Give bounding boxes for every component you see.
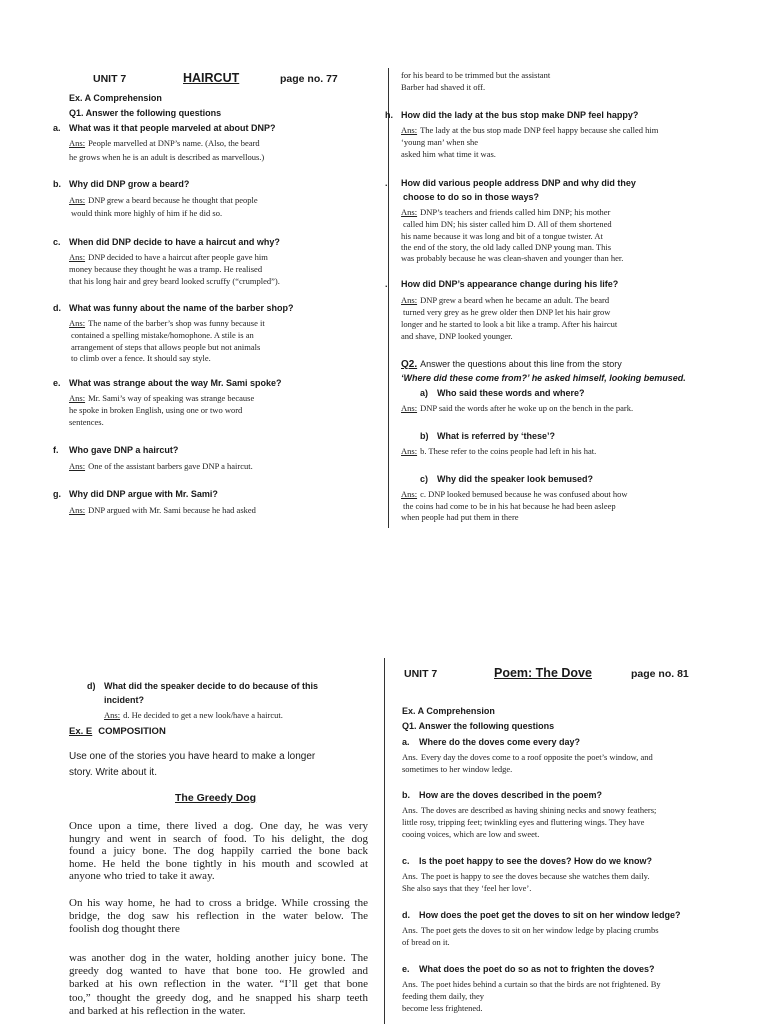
answer-label: Ans: — [401, 295, 418, 305]
question-marker: h. — [385, 110, 393, 120]
answer-line — [401, 402, 633, 414]
answer-label: Ans: — [401, 489, 418, 499]
question — [53, 122, 276, 134]
answer-label: Ans: — [401, 446, 418, 456]
answer-line — [402, 924, 659, 936]
answer-label: Ans: — [69, 461, 86, 471]
question-text: Why did DNP grow a beard? — [69, 179, 190, 189]
answer-label: Ans. — [402, 979, 418, 989]
answer-line: and shave, DNP looked younger. — [401, 331, 513, 341]
answer-text: c. DNP looked bemused because he was confused about how — [420, 489, 628, 499]
question-marker: e. — [402, 964, 410, 974]
question-marker: c. — [53, 237, 61, 247]
question — [53, 302, 294, 314]
question-text: Who said these words and where? — [437, 388, 585, 398]
answer-line — [402, 751, 653, 763]
exercise-title: COMPOSITION — [98, 726, 166, 737]
answer-line: longer and he started to look a bit like a tramp. After his haircut — [401, 319, 618, 329]
answer-line: money because they thought he was a tramp. He realised — [69, 264, 263, 274]
question-marker: f. — [53, 445, 59, 455]
story-line: On his way home, he had to cross a bridge. While crossing the — [69, 897, 368, 909]
answer-line: sometimes to her window ledge. — [402, 764, 513, 774]
answer-line — [69, 251, 268, 263]
answer-label: Ans: — [69, 138, 86, 148]
answer-text: Every day the doves come to a roof opposite the poet’s window, and — [420, 752, 653, 762]
question-marker: g. — [53, 489, 61, 499]
story-line: anyone who tried to take it away. — [69, 870, 215, 882]
continued-answer-line: for his beard to be trimmed but the assistant — [401, 70, 551, 80]
answer-label: Ans: — [104, 710, 121, 720]
answer-line: the end of the story, the old lady called DNP young man. This — [401, 242, 612, 252]
question-marker: d) — [87, 681, 96, 691]
answer-line: ‘young man’ when she — [401, 137, 479, 147]
answer-line: of bread on it. — [402, 937, 450, 947]
story-line: found a juicy bone. The dog happily carried the bone back — [69, 845, 368, 857]
question — [385, 278, 618, 290]
question — [402, 789, 602, 801]
story-line: home. He held the bone tightly in his mouth and scowled at — [69, 858, 368, 870]
answer-text: People marvelled at DNP’s name. (Also, the beard — [88, 138, 260, 148]
answer-line — [69, 460, 253, 472]
question-text: What does the poet do so as not to frighten the doves? — [419, 964, 655, 974]
answer-line: would think more highly of him if he did so. — [71, 208, 223, 218]
answer-line: little rosy, tripping feet; twinkling eyes and fluttering wings. They have — [402, 817, 645, 827]
question-marker: . — [385, 178, 388, 188]
answer-line: his name because it was long and bit of a tongue twister. At — [401, 231, 603, 241]
answer-text: DNP grew a beard because he thought that people — [88, 195, 258, 205]
answer-text: b. These refer to the coins people had left in his hat. — [420, 446, 597, 456]
answer-label: Ans. — [402, 752, 418, 762]
question-text: How did DNP’s appearance change during his life? — [401, 279, 619, 289]
answer-line: turned very grey as he grew older then DNP let his hair grow — [403, 307, 611, 317]
answer-line: the coins had come to be in his hat because he had been asleep — [403, 501, 616, 511]
question-marker: d. — [402, 910, 410, 920]
question-marker: a. — [402, 737, 410, 747]
answer-line: he grows when he is an adult is described as marvellous.) — [69, 152, 265, 162]
question-marker: c. — [402, 856, 410, 866]
answer-text: The poet gets the doves to sit on her window ledge by placing crumbs — [420, 925, 659, 935]
question-marker: b. — [53, 179, 61, 189]
page-number: page no. 77 — [280, 73, 338, 85]
q2-label: Q2. — [401, 359, 418, 370]
answer-text: DNP argued with Mr. Sami because he had asked — [88, 505, 256, 515]
answer-text: DNP’s teachers and friends called him DNP; his mother — [420, 207, 611, 217]
answer-label: Ans: — [401, 125, 418, 135]
answer-line — [402, 978, 661, 990]
answer-line — [401, 124, 658, 136]
question — [53, 178, 189, 190]
answer-text: DNP grew a beard when he became an adult. The beard — [420, 295, 610, 305]
column-divider-top — [388, 68, 389, 528]
answer-line — [69, 504, 256, 516]
question-text: When did DNP decide to have a haircut and why? — [69, 237, 280, 247]
story-line: hungry and went in search of food. To his delight, the dog — [69, 833, 368, 845]
question-marker: e. — [53, 378, 61, 388]
answer-label: Ans. — [402, 925, 418, 935]
answer-text: One of the assistant barbers gave DNP a haircut. — [88, 461, 253, 471]
lesson-title: HAIRCUT — [183, 71, 240, 85]
answer-line: was probably because he was clean-shaven and younger than her. — [401, 253, 624, 263]
question-text: Why did DNP argue with Mr. Sami? — [69, 489, 218, 499]
answer-line — [401, 445, 596, 457]
sub-question — [87, 680, 318, 692]
composition-prompt: story. Write about it. — [69, 767, 157, 778]
story-line: Once upon a time, there lived a dog. One day, he was very — [69, 820, 368, 832]
column-divider-bottom — [384, 658, 385, 1024]
answer-line: called him DN; his sister called him D. All of them shortened — [403, 219, 612, 229]
answer-line: feeding them daily, they — [402, 991, 485, 1001]
question-text: Who gave DNP a haircut? — [69, 445, 179, 455]
answer-label: Ans: — [401, 207, 418, 217]
question — [385, 177, 636, 189]
question-text: Why did the speaker look bemused? — [437, 474, 594, 484]
answer-line — [401, 294, 609, 306]
answer-line: when people had put them in there — [401, 512, 519, 522]
answer-text: The poet hides behind a curtain so that the birds are not frightened. By — [420, 979, 661, 989]
answer-label: Ans. — [402, 871, 418, 881]
question-text: How did various people address DNP and why did they — [401, 178, 636, 188]
answer-line: contained a spelling mistake/homophone. A stile is an — [71, 330, 254, 340]
answer-line — [401, 206, 610, 218]
answer-line: he spoke in broken English, using one or two word — [69, 405, 243, 415]
answer-line — [104, 709, 283, 721]
story-line: too,” thought the greedy dog, and he snapped his sharp teeth — [69, 992, 368, 1004]
answer-line: that his long hair and grey beard looked scruffy (“crumpled”). — [69, 276, 280, 286]
story-line: barked at his own reflection in the water. “I’ll get that bone — [69, 978, 368, 990]
question-text: How does the poet get the doves to sit on her window ledge? — [419, 910, 681, 920]
answer-line — [402, 804, 656, 816]
question-marker: b) — [420, 431, 429, 441]
answer-line: arrangement of steps that allows people but not animals — [71, 342, 261, 352]
answer-label: Ans: — [69, 505, 86, 515]
question-marker: a) — [420, 388, 429, 398]
question-text: Where do the doves come every day? — [419, 737, 581, 747]
story-line: and barked at his reflection in the water. — [69, 1005, 246, 1017]
answer-label: Ans: — [69, 195, 86, 205]
answer-line: sentences. — [69, 417, 104, 427]
instruction: Q1. Answer the following questions — [69, 108, 222, 118]
story-quote: ‘Where did these come from?’ he asked himself, looking bemused. — [401, 373, 686, 383]
exercise-label: Ex. E — [69, 726, 93, 737]
question-marker: a. — [53, 123, 61, 133]
q2-instruction — [401, 357, 622, 371]
question — [53, 444, 178, 456]
sub-question — [420, 387, 585, 399]
answer-label: Ans: — [401, 403, 418, 413]
answer-label: Ans: — [69, 252, 86, 262]
continued-answer-line: Barber had shaved it off. — [401, 82, 486, 92]
story-title: The Greedy Dog — [175, 792, 257, 804]
page-number: page no. 81 — [631, 668, 689, 680]
answer-text: The name of the barber’s shop was funny because it — [88, 318, 265, 328]
question-marker: b. — [402, 790, 410, 800]
answer-line — [69, 317, 265, 329]
answer-text: The poet is happy to see the doves because she watches them daily. — [420, 871, 650, 881]
sub-question — [420, 473, 593, 485]
exercise-heading: Ex. A Comprehension — [402, 706, 495, 716]
answer-label: Ans: — [69, 318, 86, 328]
answer-line: to climb over a fence. It should say style. — [71, 353, 211, 363]
question-text: What was funny about the name of the barber shop? — [69, 303, 294, 313]
question — [53, 236, 280, 248]
answer-text: DNP decided to have a haircut after people gave him — [88, 252, 268, 262]
question-marker: c) — [420, 474, 429, 484]
lesson-title: Poem: The Dove — [494, 666, 592, 680]
exercise-heading: Ex. A Comprehension — [69, 93, 162, 103]
answer-label: Ans. — [402, 805, 418, 815]
question-text: What was strange about the way Mr. Sami spoke? — [69, 378, 282, 388]
question — [53, 488, 218, 500]
question — [53, 377, 282, 389]
question-text-continued: choose to do so in those ways? — [403, 192, 540, 202]
answer-text: Mr. Sami’s way of speaking was strange because — [88, 393, 255, 403]
answer-text: The lady at the bus stop made DNP feel happy because she called him — [420, 125, 659, 135]
question-marker: d. — [53, 303, 61, 313]
answer-line — [69, 392, 254, 404]
story-line: was another dog in the water, holding another juicy bone. The — [69, 952, 368, 964]
answer-line: become less frightened. — [402, 1003, 483, 1013]
story-line: greedy dog wanted to have that bone too. He growled and — [69, 965, 368, 977]
unit-label: UNIT 7 — [404, 668, 438, 680]
question-text: Is the poet happy to see the doves? How do we know? — [419, 856, 653, 866]
question-text: How are the doves described in the poem? — [419, 790, 603, 800]
story-line: foolish dog thought there — [69, 923, 180, 935]
question — [385, 109, 638, 121]
answer-text: d. He decided to get a new look/have a haircut. — [123, 710, 283, 720]
sub-question — [420, 430, 555, 442]
answer-line — [401, 488, 627, 500]
question-text: What was it that people marveled at about DNP? — [69, 123, 276, 133]
answer-line — [402, 870, 649, 882]
answer-text: DNP said the words after he woke up on the bench in the park. — [420, 403, 634, 413]
story-line: bridge, the dog saw his reflection in the water below. The — [69, 910, 368, 922]
question — [402, 736, 580, 748]
answer-line: cooing voices, which are low and sweet. — [402, 829, 540, 839]
question-text: What did the speaker decide to do because of this — [104, 681, 319, 691]
exercise-heading — [69, 724, 166, 738]
question — [402, 855, 652, 867]
answer-line — [69, 194, 258, 206]
question — [402, 963, 655, 975]
answer-line — [69, 137, 260, 149]
question-marker: . — [385, 279, 388, 289]
q2-text: Answer the questions about this line from the story — [420, 359, 622, 369]
unit-label: UNIT 7 — [93, 73, 127, 85]
answer-line: asked him what time it was. — [401, 149, 496, 159]
question — [402, 909, 681, 921]
question-text-continued: incident? — [104, 695, 144, 705]
answer-label: Ans: — [69, 393, 86, 403]
question-text: How did the lady at the bus stop make DNP feel happy? — [401, 110, 639, 120]
answer-text: The doves are described as having shining necks and snowy feathers; — [420, 805, 657, 815]
answer-line: She also says that they ‘feel her love’. — [402, 883, 532, 893]
instruction: Q1. Answer the following questions — [402, 721, 555, 731]
composition-prompt: Use one of the stories you have heard to make a longer — [69, 751, 316, 762]
question-text: What is referred by ‘these’? — [437, 431, 556, 441]
